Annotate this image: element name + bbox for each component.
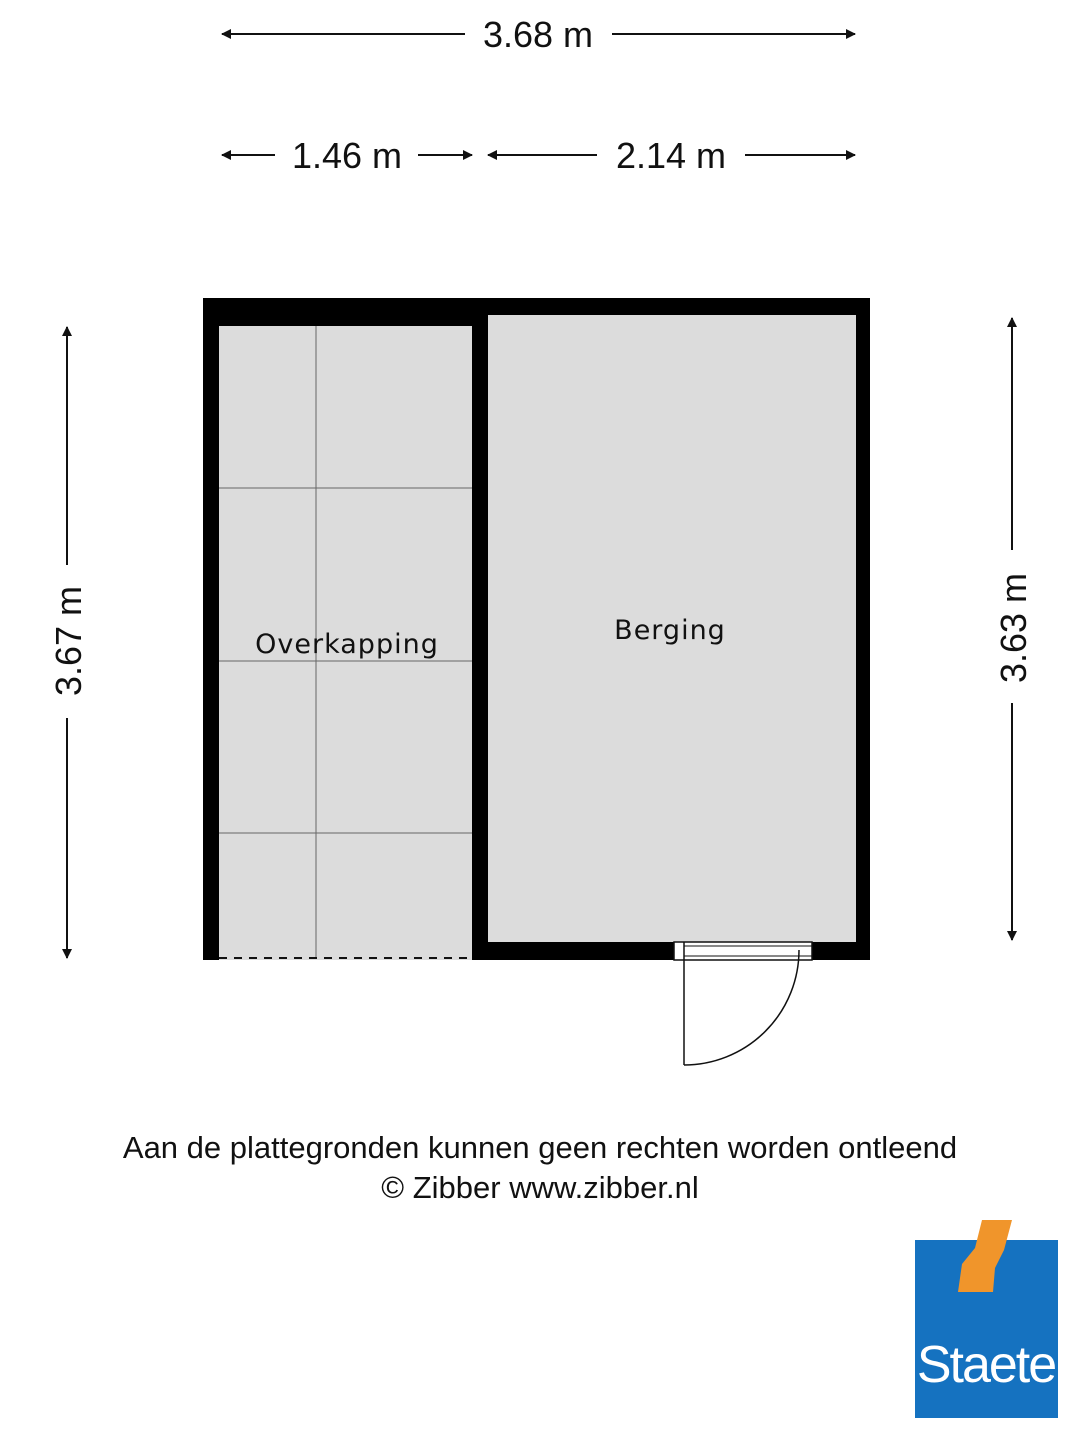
dimension-left-height-label: 3.67 m xyxy=(48,585,89,697)
credit-text: © Zibber www.zibber.nl xyxy=(381,1170,699,1205)
dimension-left-height xyxy=(48,327,89,958)
disclaimer-text: Aan de plattegronden kunnen geen rechten worden ontleend xyxy=(122,1130,958,1165)
staete-logo xyxy=(900,1220,1062,1422)
dimension-right-height-label: 3.63 m xyxy=(993,572,1034,684)
dimension-total-width xyxy=(222,14,855,55)
staete-logo-text: Staete xyxy=(916,1336,1056,1394)
room-label-berging: Berging xyxy=(614,615,726,646)
room-label-overkapping: Overkapping xyxy=(255,629,439,660)
dimension-total-width-label: 3.68 m xyxy=(482,14,594,55)
dimension-right-width xyxy=(488,135,855,176)
dimension-left-width xyxy=(222,135,472,176)
dimension-right-height xyxy=(993,318,1034,940)
door xyxy=(674,942,812,1065)
dimension-left-width-label: 1.46 m xyxy=(291,135,403,176)
dimension-right-width-label: 2.14 m xyxy=(615,135,727,176)
